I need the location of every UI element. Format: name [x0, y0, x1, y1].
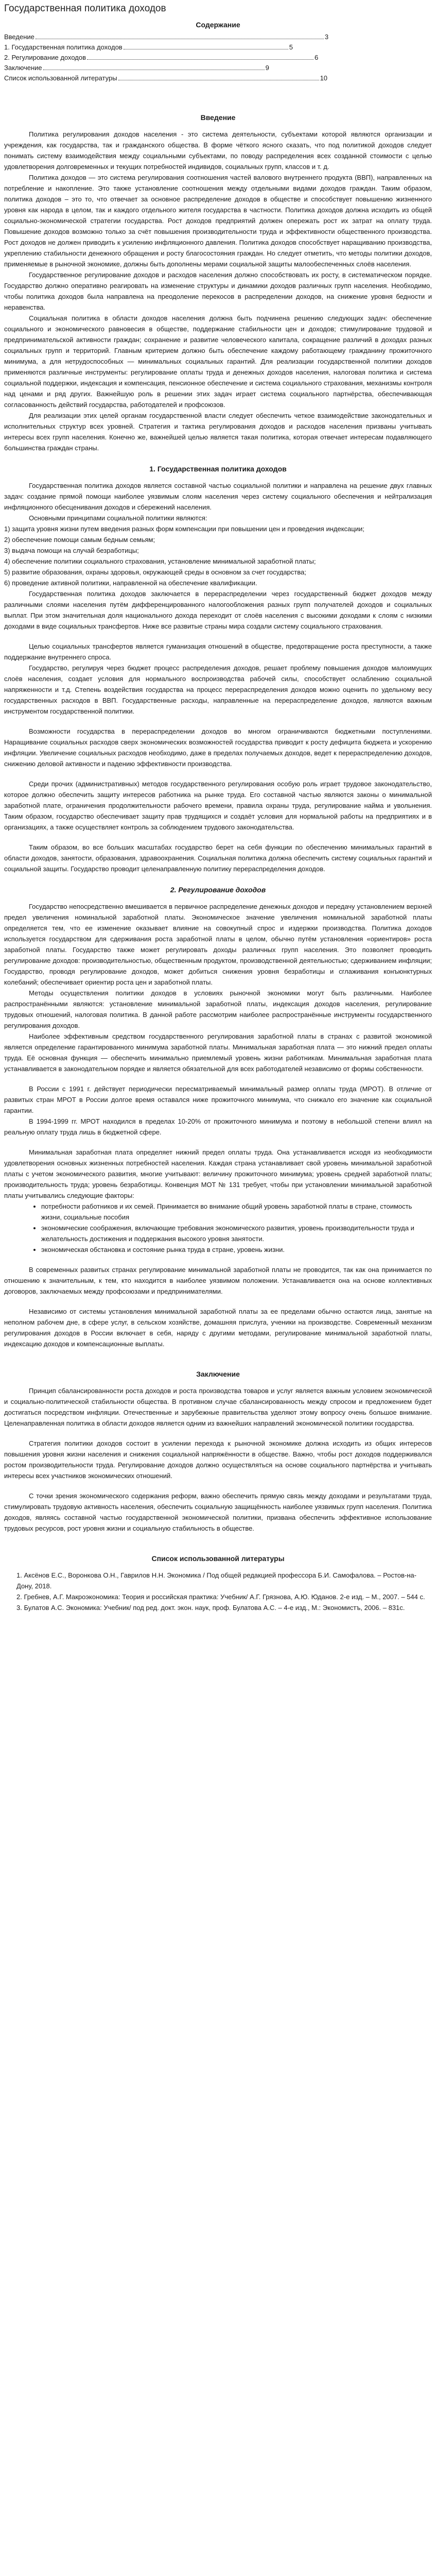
- paragraph: Политика доходов — это система регулирования соотношения частей валового внутреннего продукта (ВВП), направленных на потребление и накопление. Это также установление соотношения между отдельными видами доходов граждан. Таким образом, политика доходов – это то, что отвечает за основное распределение доходов в обществе и способствует повышению жизненного уровня как народа в целом, так и каждого отдельного жителя государства в частности. Политика доходов должна исходить из общей социально-экономической стратегии государства. Рост доходов предприятий должен опережать рост их затрат на оплату труда. Повышение доходов возможно только за счёт повышения производительности труда и эффективности общественного производства. Рост доходов не должен приводить к усилению инфляционного давления. Политика доходов способствует наращиванию производства, укреплению стабильности денежного обращения и росту благосостояния граждан. Но следует отметить, что методы политики доходов, применяемые в рыночной экономике, должны быть дополнены мерами социальной защиты малообеспеченных слоёв населения.: [4, 174, 432, 268]
- document-page: [0, 3, 436, 1613]
- toc-item[interactable]: [4, 74, 432, 84]
- references-heading: Список использованной литературы: [151, 1554, 285, 1563]
- toc-item-page: 10: [320, 74, 328, 82]
- intro-heading: Введение: [200, 113, 236, 122]
- paragraph: Для реализации этих целей органам государственной власти следует обеспечить четкое взаимодействие законодательных и исполнительных структур всех уровней. Стратегия и тактика регулирования доходов и расходов населения призваны учитывать интересы всех групп населения. Конечно же, важнейшей целью является такая политика, которая отвечает интересам подавляющего большинства граждан страны.: [4, 412, 432, 452]
- paragraph: Государство непосредственно вмешивается в первичное распределение денежных доходов и передачу установлением верхней предел увеличения номинальной заработной платы. Экономическое значение увеличения номинальной заработной платы определяется тем, что ее изменение оказывает влияние на совокупный спрос и издержки производства. Политика доходов используется государством для сдерживания роста заработной платы в целом, обычно путём установления «ориентиров» роста заработной платы. Государство также может регулировать доходы различных групп населения. Это позволяет проводить регулирование доходов: производительностью, общественным продуктом, производственной деятельностью; сдерживанием инфляции; Государство, проводя регулирование доходов, может добиться снижения уровня безработицы и сглаживания конъюнктурных колебаний; обеспечивает ориентир роста цен и заработной платы.: [4, 903, 432, 986]
- paragraph: Методы осуществления политики доходов в условиях рыночной экономики могут быть различными. Наиболее распространёнными являются: установление минимальной заработной платы, индексация доходов населения, регулирование трудовых отношений, налоговая политика. В данной работе рассмотрим наиболее распространённые инструменты государственного регулирования доходов.: [4, 989, 432, 1029]
- paragraph: Таким образом, во все больших масштабах государство берет на себя функции по обеспечению минимальных гарантий в области доходов, занятости, образования, здравоохранения. Социальная политика должна обеспечить систему социальных гарантий и социальной защиты. Государство проводит целенаправленную политику перераспределения доходов.: [4, 843, 432, 873]
- paragraph: В 1994-1999 гг. МРОТ находился в пределах 10-20% от прожиточного минимума и поэтому в небольшой степени влиял на реальную оплату труда лишь в бюджетной сфере.: [4, 1117, 432, 1136]
- conclusion-heading: Заключение: [196, 1370, 240, 1378]
- toc-item-label: 1. Государственная политика доходов: [4, 43, 123, 51]
- toc-item-label: Введение: [4, 33, 34, 41]
- paragraph: Основными принципами социальной политики являются:: [29, 514, 207, 522]
- paragraph: В современных развитых странах регулирование минимальной заработной платы не проводится, так как она принимается по отношению к значительным, к тем, кто находится в наиболее уязвимом положении. Устанавливается она на основе коллективных договоров, заключаемых между профсоюзами и предпринимателями.: [4, 1266, 432, 1295]
- reference-item: 1. Аксёнов Е.С., Воронкова О.Н., Гаврилов Н.Н. Экономика / Под общей редакцией профессора Б.И. Самофалова. – Ростов-на-Дону, 2018.: [16, 1571, 416, 1590]
- paragraph: Государственная политика доходов является составной частью социальной политики и направлена на решение двух главных задач: создание прямой помощи наиболее уязвимым слоям населения через систему социального обеспечения и нейтрализация инфляционного обесценивания доходов и сбережений населения.: [4, 482, 432, 511]
- list-item: 1) защита уровня жизни путем введения разных форм компенсации при повышении цен и проведения индексации;: [4, 525, 364, 533]
- toc-item-page: 9: [265, 64, 269, 72]
- list-item: 3) выдача помощи на случай безработицы;: [4, 547, 139, 554]
- paragraph: Принцип сбалансированности роста доходов и роста производства товаров и услуг является важным условием экономической и социально-политической стабильности общества. В противном случае сбалансированность между спросом и предложением будет достигаться посредством инфляции. Отечественные и зарубежные правительства уделяют этому вопросу очень большое внимание. Целенаправленная политика в области доходов является одним из важнейших направлений экономической политики государства.: [4, 1387, 432, 1427]
- paragraph: Государство, регулируя через бюджет процесс распределения доходов, решает проблему повышения доходов малоимущих слоёв населения, создает условия для нормального воспроизводства рабочей силы, способствует ослаблению социальной напряженности и т.д. Степень воздействия государства на процесс перераспределения доходов можно оценить по удельному весу государственных расходов в ВВП. Государственные расходы, направленные на перераспределение доходов, являются важным инструментом государственной политики.: [4, 664, 432, 715]
- paragraph: Возможности государства в перераспределении доходов во многом ограничиваются бюджетными поступлениями. Наращивание социальных расходов сверх экономических возможностей государства приводит к росту дефицита бюджета и ускорению инфляции. Увеличение социальных расходов необходимо, даже в пределах получаемых доходов, ведет к перераспределению доходов, снижению деловой активности и падению эффективности производства.: [4, 727, 432, 768]
- paragraph: Целью социальных трансфертов является гуманизация отношений в обществе, предотвращение роста преступности, а также поддержание внутреннего спроса.: [4, 642, 432, 661]
- paragraph: С точки зрения экономического содержания реформ, важно обеспечить прямую связь между доходами и результатами труда, стимулировать трудовую активность населения, обеспечить социальную защищённость наиболее уязвимых групп населения. Политика доходов, являясь составной частью государственной экономической политики, призвана обеспечить эффективное использование трудовых ресурсов, рост уровня жизни и социальную стабильность в обществе.: [4, 1492, 432, 1532]
- paragraph: Независимо от системы установления минимальной заработной платы за ее пределами обычно остаются лица, занятые на неполном рабочем дне, в сфере услуг, в сельском хозяйстве, домашняя прислуга, ученики на производстве. Современный механизм регулирования доходов в России включает в себя, наряду с другими методами, регулирование минимальной заработной платы, индексацию доходов и компенсационные выплаты.: [4, 1308, 432, 1348]
- section-2-heading: 2. Регулирование доходов: [170, 886, 266, 894]
- list-item: 2) обеспечение помощи самым бедным семьям;: [4, 536, 155, 544]
- paragraph: Политика регулирования доходов населения - это система деятельности, субъектами которой являются организации и учреждения, как государства, так и гражданского общества. В форме чёткого ясного сказать, что под политикой доходов следует понимать систему взаимодействия между социальными субъектами, по поводу распределения всех созданной стоимости с целью удовлетворения долговременных и текущих потребностей индивидов, социальных групп, классов и т. д.: [4, 130, 432, 171]
- references-list: [4, 1570, 432, 1613]
- bullet-item: • экономические соображения, включающие требования экономического развития, уровень производительности труда и желательность достижения и поддержания высокого уровня занятости.: [41, 1223, 432, 1244]
- paragraph: Наиболее эффективным средством государственного регулирования заработной платы в странах с развитой экономикой является определение гарантированного минимума заработной платы. Минимальная заработная плата — это нижний предел оплаты труда. Её основная функция — обеспечить минимально приемлемый уровень жизни работникам. Минимальная заработная плата устанавливается в законодательном порядке и является обязательной для всех работодателей независимо от формы собственности.: [4, 1032, 432, 1073]
- toc-item-label: Заключение: [4, 64, 42, 72]
- toc-item[interactable]: [4, 43, 432, 54]
- document-title: Государственная политика доходов: [4, 3, 166, 14]
- paragraph: Минимальная заработная плата определяет нижний предел оплаты труда. Она устанавливается исходя из необходимости удовлетворения основных жизненных потребностей населения. Каждая страна устанавливает свой уровень минимальной заработной платы с учетом экономического развития, многие учитывают: величину прожиточного минимума; уровень средней заработной платы; производительность труда; уровень безработицы. Конвенция МОТ № 131 требует, чтобы при установлении минимальной заработной платы учитывались следующие факторы:: [4, 1148, 432, 1199]
- bullet-item: • потребности работников и их семей. Принимается во внимание общий уровень заработной платы в стране, стоимость жизни, социальные пособия: [41, 1201, 432, 1223]
- reference-item: 2. Гребнев, А.Г. Макроэкономика: Теория и российская практика: Учебник/ А.Г. Грязнова, А.Ю. Юданов. 2-е изд. – М., 2007. – 544 с.: [16, 1593, 425, 1601]
- bullet-item: • экономическая обстановка и состояние рынка труда в стране, уровень жизни.: [41, 1244, 432, 1255]
- section-1-heading: 1. Государственная политика доходов: [149, 465, 287, 473]
- paragraph: Среди прочих (административных) методов государственного регулирования особую роль играет трудовое законодательство, которое должно обеспечить защиту интересов работника на рынке труда. Его составной частью являются законы о минимальной заработной плате, ограничения продолжительности рабочего времени, правила охраны труда, регулирование найма и увольнения. Таким образом, государство обеспечивает защиту прав трудящихся и создаёт условия для нормальной работы на предприятиях и в организациях, а также осуществляет контроль за соблюдением трудового законодательства.: [4, 780, 432, 831]
- toc-item[interactable]: [4, 54, 432, 64]
- toc-item-page: 6: [315, 54, 319, 61]
- list-item: 4) обеспечение политики социального страхования, установление минимальной заработной платы;: [4, 557, 316, 565]
- paragraph: Социальная политика в области доходов населения должна быть подчинена решению следующих задач: обеспечение социального и экономического равновесия в обществе, поддержание стабильности цен и доходов; стимулирование трудовой и предпринимательской активности граждан; сохранение и развитие человеческого капитала, сокращение различий в доходах разных социальных групп и территорий. Главным критерием должно быть обеспечение каждому работающему гражданину прожиточного минимума, а для нетрудоспособных — минимальных социальных гарантий. Для реализации государственной политики доходов применяются различные инструменты: регулирование оплаты труда и денежных доходов населения, налоговая политика и система социальной поддержки, индексация и компенсация, пенсионное обеспечение и система социального страхования, механизмы контроля над ценами и ряд других. Важнейшую роль в решении этих задач играет система социального партнёрства, обеспечивающая согласованность действий государства, работодателей и профсоюзов.: [4, 314, 432, 409]
- list-item: 6) проведение активной политики, направленной на обеспечение квалификации.: [4, 579, 257, 587]
- toc-heading: Содержание: [196, 21, 240, 29]
- table-of-contents: [4, 33, 432, 84]
- toc-item-label: Список использованной литературы: [4, 74, 117, 82]
- reference-item: 3. Булатов А.С. Экономика: Учебник/ под ред. докт. экон. наук, проф. Булатова А.С. – 4-е изд., М.: Экономистъ, 2006. – 831с.: [16, 1604, 405, 1612]
- paragraph: Государственная политика доходов заключается в перераспределении через государственный бюджет доходов между различными слоями населения путём дифференцированного налогообложения разных групп получателей доходов и социальных выплат. При этом значительная доля национального дохода переходит от слоёв населения с высокими доходами к слоям с низкими доходами в виде социальных трансфертов. Ниже все развитые страны мира создали систему социального страхования.: [4, 590, 432, 630]
- paragraph: Стратегия политики доходов состоит в усилении перехода к рыночной экономике должна исходить из общих интересов повышения уровня жизни населения и снижения социальной напряжённости в обществе. Важно, чтобы рост доходов поддерживался ростом производительности труда. Регулирование доходов должно осуществляться на основе социального партнёрства и учитывать интересы всех участников экономических отношений.: [4, 1439, 432, 1480]
- list-item: 5) развитие образования, охраны здоровья, окружающей среды в основном за счет государства;: [4, 568, 306, 576]
- paragraph: Государственное регулирование доходов и расходов населения должно способствовать их росту, в систематическом порядке. Государство должно оперативно реагировать на изменение структуры и динамики доходов различных групп населения. Необходимо, чтобы политика доходов была направлена на преодоление перекосов в распределении доходов, на снижение уровня бедности и неравенства.: [4, 271, 432, 311]
- toc-item[interactable]: [4, 64, 432, 74]
- paragraph: В России с 1991 г. действует периодически пересматриваемый минимальный размер оплаты труда (МРОТ). В отличие от развитых стран МРОТ в России долгое время оставался ниже прожиточного минимума, что снижало его значение как социальной гарантии.: [4, 1085, 432, 1114]
- toc-item-label: 2. Регулирование доходов: [4, 54, 86, 61]
- toc-item-page: 3: [324, 33, 329, 41]
- toc-item-page: 5: [289, 43, 293, 51]
- bullet-list: [4, 1201, 432, 1255]
- toc-item[interactable]: [4, 33, 432, 43]
